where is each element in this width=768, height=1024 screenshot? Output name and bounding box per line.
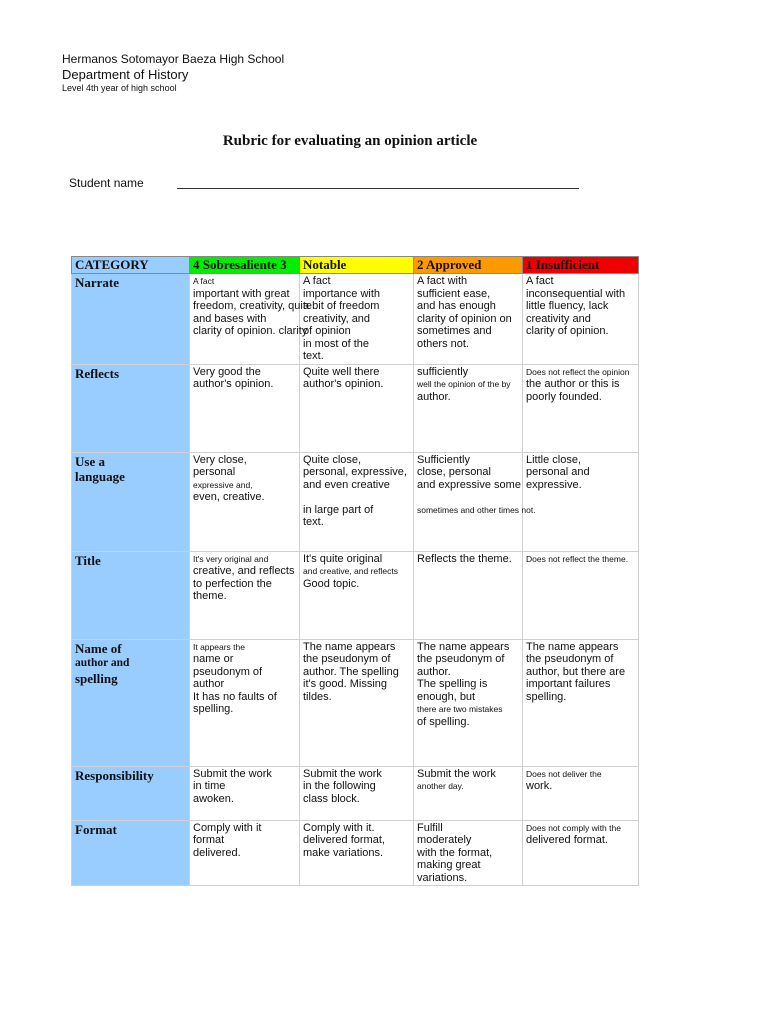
rubric-row	[72, 551, 639, 639]
level-label: Level 4th year of high school	[62, 83, 177, 93]
category-cell	[72, 274, 190, 365]
cell-text-line: author, but there are	[526, 665, 626, 678]
rubric-cell	[300, 766, 414, 820]
rubric-row	[72, 452, 639, 551]
cell-text-line: and even creative	[303, 478, 390, 491]
cell-text-line: enough, but	[417, 690, 476, 703]
category-cell	[72, 639, 190, 766]
category-cell	[72, 820, 190, 886]
cell-text-line: clarity of opinion on	[417, 312, 512, 325]
category-label-line: Title	[75, 552, 101, 568]
rubric-cell	[300, 639, 414, 766]
cell-text-line: a bit of freedom	[303, 300, 380, 312]
cell-text-line: with the format,	[417, 846, 493, 859]
rubric-row	[72, 639, 639, 766]
cell-text-line: awoken.	[193, 792, 234, 805]
cell-text-line: Does not reflect the opinion	[526, 366, 630, 377]
cell-text-line: Very good the	[193, 365, 261, 378]
rubric-cell	[190, 364, 300, 452]
category-label-line: author and	[75, 656, 130, 669]
cell-text-line: author's opinion.	[193, 378, 274, 390]
cell-text-line: and expressive some	[417, 478, 521, 491]
category-cell	[72, 766, 190, 820]
cell-text-line: personal	[193, 466, 236, 478]
cell-text-line: personal and	[526, 466, 590, 478]
cell-text-line: the pseudonym of	[417, 653, 505, 665]
cell-text-line: Quite well there	[303, 365, 380, 378]
cell-text-line: Good topic.	[303, 577, 360, 590]
rubric-row	[72, 274, 639, 365]
cell-text-line: freedom, creativity, quite	[193, 300, 313, 312]
cell-text-line: sufficient ease,	[417, 287, 491, 300]
header-category: CATEGORY	[72, 257, 190, 274]
cell-text-line: make variations.	[303, 846, 384, 859]
cell-text-line: sufficiently	[417, 365, 469, 378]
cell-text-line: in most of the	[303, 337, 370, 350]
category-label-line: Format	[75, 821, 117, 837]
category-label-line: Narrate	[75, 275, 120, 290]
cell-text-line: Comply with it	[193, 821, 262, 834]
cell-text-line: well the opinion of the by	[417, 379, 511, 389]
cell-text-line: importance with	[303, 287, 381, 300]
rubric-cell	[523, 452, 639, 551]
rubric-cell	[414, 639, 523, 766]
rubric-cell	[300, 820, 414, 886]
cell-text-line: It has no faults of	[193, 690, 277, 703]
cell-text-line: It appears the	[193, 641, 245, 652]
cell-text-line: the author or this is	[526, 378, 620, 390]
cell-text-line: clarity of opinion.	[526, 325, 609, 337]
rubric-row	[72, 364, 639, 452]
cell-text-line: class block.	[303, 792, 360, 805]
header-level-3: Notable	[300, 257, 414, 274]
cell-text-line: creativity and	[526, 312, 591, 325]
cell-text-line: and has enough	[417, 300, 496, 312]
cell-text-line: to perfection the	[193, 577, 272, 590]
cell-text-line: in large part of	[303, 503, 374, 516]
rubric-cell	[190, 639, 300, 766]
school-name: Hermanos Sotomayor Baeza High School	[62, 52, 285, 66]
cell-text-line: in time	[193, 780, 226, 792]
cell-text-line: A fact	[303, 275, 331, 287]
cell-text-line: format	[193, 834, 225, 846]
rubric-cell	[523, 551, 639, 639]
header-level-4: 4 Sobresaliente 3	[190, 257, 300, 274]
cell-text-line: important with great	[193, 287, 290, 300]
cell-text-line: Sufficiently	[417, 453, 470, 466]
rubric-row	[72, 820, 639, 886]
cell-text-line: in the following	[303, 780, 376, 792]
category-label-line: Reflects	[75, 365, 120, 381]
cell-text-line: Fulfill	[417, 821, 443, 834]
student-name-field[interactable]	[177, 188, 579, 189]
cell-text-line: moderately	[417, 834, 472, 846]
document-title: Rubric for evaluating an opinion article	[222, 133, 478, 149]
cell-text-line: others not.	[417, 337, 469, 350]
cell-text-line: delivered format.	[526, 834, 608, 846]
cell-text-line	[417, 491, 519, 504]
rubric-cell	[190, 820, 300, 886]
rubric-row	[72, 766, 639, 820]
cell-text-line: delivered.	[193, 846, 241, 859]
cell-text-line: Submit the work	[417, 767, 496, 780]
cell-text-line: expressive.	[526, 478, 582, 491]
cell-text-line: A fact	[193, 276, 215, 286]
cell-text-line: author.	[417, 665, 451, 678]
rubric-cell	[523, 274, 639, 365]
cell-text-line: spelling.	[526, 690, 567, 703]
cell-text-line: The name appears	[526, 640, 619, 653]
cell-text-line: work.	[526, 780, 553, 792]
rubric-cell	[300, 452, 414, 551]
category-label-line: Use a	[75, 453, 105, 469]
cell-text-line: of spelling.	[417, 715, 470, 728]
cell-text-line: personal, expressive,	[303, 466, 407, 478]
category-cell	[72, 452, 190, 551]
cell-text-line: another day.	[417, 781, 464, 791]
cell-text-line: It's quite original	[303, 552, 383, 565]
category-label-line: spelling	[75, 670, 118, 686]
category-cell	[72, 364, 190, 452]
cell-text-line: Submit the work	[303, 767, 382, 780]
rubric-cell	[300, 551, 414, 639]
rubric-cell	[190, 766, 300, 820]
category-label-line: language	[75, 468, 125, 484]
cell-text-line: inconsequential with	[526, 287, 626, 300]
cell-text-line	[303, 491, 410, 504]
rubric-table	[71, 256, 639, 886]
rubric-cell	[190, 551, 300, 639]
cell-text-line: Does not deliver the	[526, 768, 602, 779]
cell-text-line: creativity, and	[303, 312, 371, 325]
rubric-cell	[414, 766, 523, 820]
cell-text-line: text.	[303, 350, 324, 362]
cell-text-line: there are two mistakes	[417, 704, 503, 714]
cell-text-line: Submit the work	[193, 767, 272, 780]
cell-text-line: Does not reflect the theme.	[526, 553, 629, 564]
cell-text-line: Little close,	[526, 453, 582, 466]
cell-text-line: A fact	[526, 275, 554, 287]
cell-text-line: The name appears	[417, 640, 510, 653]
header-level-1: 1 Insufficient	[523, 257, 639, 274]
cell-text-line: variations.	[417, 871, 468, 884]
cell-text-line: creative, and reflects	[193, 565, 295, 577]
cell-text-line: author	[193, 678, 225, 690]
rubric-cell	[523, 639, 639, 766]
cell-text-line: author. The spelling	[303, 665, 399, 678]
cell-text-line: sometimes and other times not.	[417, 504, 536, 515]
cell-text-line: Quite close,	[303, 453, 362, 466]
rubric-cell	[414, 274, 523, 365]
cell-text-line: of opinion	[303, 325, 351, 337]
cell-text-line: A fact with	[417, 275, 468, 287]
cell-text-line: little fluency, lack	[526, 300, 609, 312]
cell-text-line: Comply with it.	[303, 821, 375, 834]
cell-text-line: theme.	[193, 590, 227, 602]
cell-text-line: delivered format,	[303, 834, 385, 846]
cell-text-line: author.	[417, 390, 451, 403]
category-label-line: Responsibility	[75, 767, 154, 783]
rubric-cell	[414, 551, 523, 639]
rubric-cell	[414, 364, 523, 452]
cell-text-line: pseudonym of	[193, 665, 263, 678]
cell-text-line: spelling.	[193, 703, 234, 715]
rubric-cell	[300, 274, 414, 365]
rubric-cell	[190, 452, 300, 551]
cell-text-line: Does not comply with the	[526, 822, 621, 833]
rubric-cell	[414, 820, 523, 886]
cell-text-line: The spelling is	[417, 678, 488, 690]
cell-text-line: expressive and,	[193, 479, 253, 490]
department-name: Department of History	[62, 67, 189, 82]
rubric-header-row	[72, 257, 639, 274]
category-label-line: Name of	[75, 640, 122, 656]
rubric-cell	[190, 274, 313, 365]
cell-text-line: clarity of opinion. clarity	[193, 325, 308, 337]
header-level-2: 2 Approved	[414, 257, 523, 274]
category-cell	[72, 551, 190, 639]
cell-text-line: poorly founded.	[526, 390, 602, 403]
cell-text-line: important failures	[526, 678, 611, 690]
rubric-cell	[523, 364, 639, 452]
cell-text-line: it's good. Missing	[303, 678, 388, 690]
rubric-cell	[300, 364, 414, 452]
cell-text-line: close, personal	[417, 466, 491, 478]
rubric-cell	[523, 820, 639, 886]
rubric-cell	[414, 452, 536, 551]
student-name-label: Student name	[69, 176, 144, 190]
cell-text-line: tildes.	[303, 690, 332, 703]
cell-text-line: sometimes and	[417, 325, 492, 337]
cell-text-line: the pseudonym of	[303, 653, 391, 665]
cell-text-line: name or	[193, 653, 234, 665]
cell-text-line: and creative, and reflects	[303, 566, 398, 576]
cell-text-line: Very close,	[193, 453, 247, 466]
cell-text-line: The name appears	[303, 640, 396, 653]
cell-text-line: even, creative.	[193, 491, 265, 503]
cell-text-line: Reflects the theme.	[417, 552, 512, 565]
cell-text-line: author's opinion.	[303, 378, 384, 390]
rubric-cell	[523, 766, 639, 820]
cell-text-line: It's very original and	[193, 553, 269, 564]
cell-text-line: text.	[303, 516, 324, 528]
cell-text-line: and bases with	[193, 312, 267, 325]
cell-text-line: the pseudonym of	[526, 653, 614, 665]
cell-text-line: making great	[417, 859, 481, 871]
